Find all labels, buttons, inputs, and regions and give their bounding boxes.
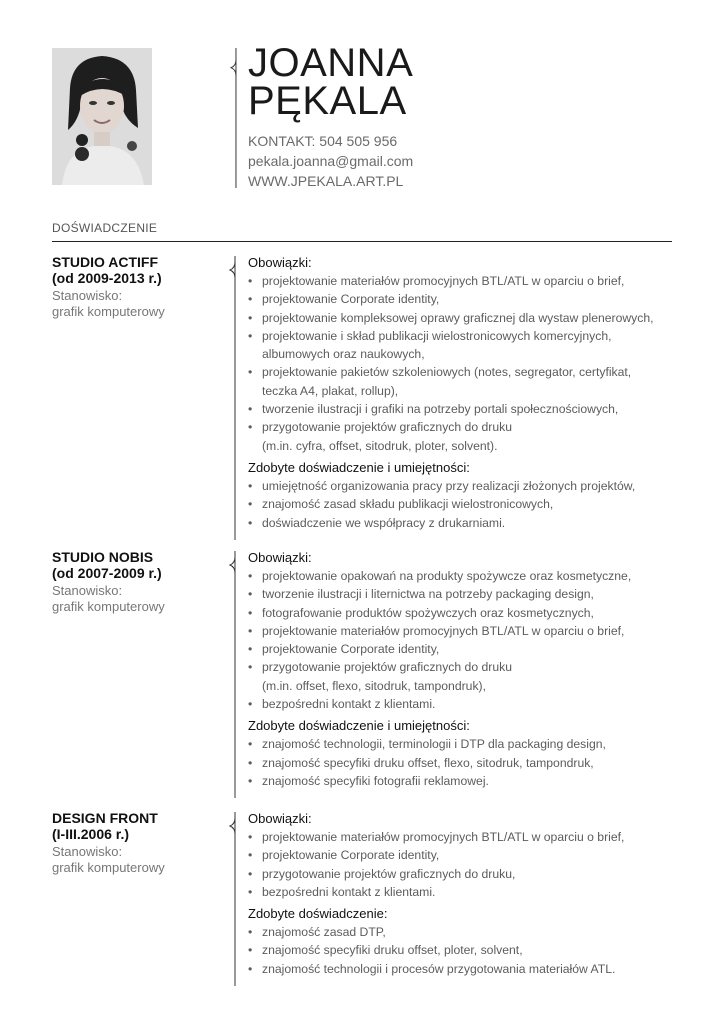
list-item xyxy=(248,622,678,640)
skill-text: umiejętność organizowania pracy przy realizacji złożonych projektów, xyxy=(262,478,636,493)
job-details xyxy=(248,549,678,794)
profile-photo xyxy=(52,48,152,185)
duty-text: projektowanie opakowań na produkty spożywcze oraz kosmetyczne, xyxy=(262,569,632,583)
duty-text: przygotowanie projektów graficznych do druku (m.in. offset, flexo, sitodruk, tampondruk), xyxy=(262,660,512,693)
duties-heading: Obowiązki: xyxy=(248,811,312,826)
position-title: grafik komputerowy xyxy=(52,860,165,875)
header-bracket xyxy=(228,48,240,188)
duties-heading: Obowiązki: xyxy=(248,255,312,270)
duty-text: projektowanie Corporate identity, xyxy=(262,848,440,863)
skills-heading: Zdobyte doświadczenie: xyxy=(248,906,388,922)
duties-list xyxy=(248,272,678,455)
list-item xyxy=(248,735,678,753)
skill-text: znajomość technologii, terminologii i DTP dla packaging design, xyxy=(262,737,606,752)
name-last: PĘKALA xyxy=(248,79,407,123)
section-title-experience: DOŚWIADCZENIE xyxy=(52,221,158,235)
duty-text: projektowanie materiałów promocyjnych BTL/ATL w oparciu o brief, xyxy=(262,274,625,288)
list-item xyxy=(248,585,678,603)
skill-text: doświadczenie we współpracy z drukarniami. xyxy=(262,515,506,530)
list-item xyxy=(248,604,678,622)
skill-text: znajomość zasad DTP, xyxy=(262,925,386,940)
employment-period: (I-III.2006 r.) xyxy=(52,826,130,842)
contact-phone: KONTAKT: 504 505 956 xyxy=(248,133,398,149)
duty-text: przygotowanie projektów graficznych do druku, xyxy=(262,866,516,881)
skills-list xyxy=(248,477,678,532)
list-item xyxy=(248,772,678,790)
list-item xyxy=(248,883,678,901)
skills-heading: Zdobyte doświadczenie i umiejętności: xyxy=(248,459,470,475)
candidate-name xyxy=(248,41,414,123)
duty-text: bezpośredni kontakt z klientami. xyxy=(262,884,436,899)
list-item xyxy=(248,923,678,941)
duty-text: projektowanie pakietów szkoleniowych (notes, segregator, certyfikat, teczka A4, plakat, rollup), xyxy=(262,365,632,398)
skill-text: znajomość technologii i procesów przygotowania materiałów ATL. xyxy=(262,961,616,976)
section-bracket xyxy=(226,254,240,542)
list-item xyxy=(248,272,678,290)
position-label: Stanowisko: xyxy=(52,288,123,303)
list-item xyxy=(248,400,678,418)
position-title: grafik komputerowy xyxy=(52,599,165,614)
list-item xyxy=(248,846,678,864)
skills-list xyxy=(248,923,678,978)
list-item xyxy=(248,754,678,772)
employment-period: (od 2007-2009 r.) xyxy=(52,565,162,581)
list-item xyxy=(248,418,678,455)
list-item xyxy=(248,477,678,495)
name-first: JOANNA xyxy=(248,41,414,85)
duty-text: projektowanie Corporate identity, xyxy=(262,642,440,657)
contact-email[interactable]: pekala.joanna@gmail.com xyxy=(248,153,414,169)
portrait-illustration xyxy=(52,48,152,185)
skill-text: znajomość specyfiki druku offset, ploter, solvent, xyxy=(262,943,523,958)
position-label: Stanowisko: xyxy=(52,844,123,859)
duty-text: projektowanie kompleksowej oprawy graficznej dla wystaw plenerowych, xyxy=(262,310,654,325)
job-details xyxy=(248,810,678,982)
duty-text: fotografowanie produktów spożywczych oraz kosmetycznych, xyxy=(262,605,594,620)
company-name: STUDIO ACTIFF xyxy=(52,254,159,270)
list-item xyxy=(248,960,678,978)
list-item xyxy=(248,865,678,883)
duties-list xyxy=(248,567,678,713)
list-item xyxy=(248,327,678,364)
position-label: Stanowisko: xyxy=(52,583,123,598)
list-item xyxy=(248,640,678,658)
duty-text: tworzenie ilustracji i grafiki na potrzeby portali społecznościowych, xyxy=(262,402,619,417)
list-item xyxy=(248,363,678,400)
section-bracket xyxy=(226,810,240,988)
duty-text: projektowanie materiałów promocyjnych BTL/ATL w oparciu o brief, xyxy=(262,623,625,638)
list-item xyxy=(248,828,678,846)
duties-heading: Obowiązki: xyxy=(248,550,312,565)
skills-heading: Zdobyte doświadczenie i umiejętności: xyxy=(248,718,470,734)
list-item xyxy=(248,658,678,695)
duty-text: przygotowanie projektów graficznych do druku (m.in. cyfra, offset, sitodruk, ploter, solvent). xyxy=(262,420,512,453)
job-details xyxy=(248,254,678,536)
duty-text: bezpośredni kontakt z klientami. xyxy=(262,697,436,712)
duty-text: projektowanie Corporate identity, xyxy=(262,292,440,307)
skills-list xyxy=(248,735,678,790)
duty-text: projektowanie materiałów promocyjnych BTL/ATL w oparciu o brief, xyxy=(262,830,625,844)
job-summary xyxy=(52,549,222,615)
company-name: DESIGN FRONT xyxy=(52,810,158,826)
contact-website[interactable]: WWW.JPEKALA.ART.PL xyxy=(248,173,404,189)
section-bracket xyxy=(226,549,240,800)
skill-text: znajomość specyfiki druku offset, flexo, sitodruk, tampondruk, xyxy=(262,755,594,770)
employment-period: (od 2009-2013 r.) xyxy=(52,270,162,286)
skill-text: znajomość zasad składu publikacji wielostronicowych, xyxy=(262,497,554,512)
list-item xyxy=(248,514,678,532)
skill-text: znajomość specyfiki fotografii reklamowej. xyxy=(262,773,489,788)
position-title: grafik komputerowy xyxy=(52,304,165,319)
list-item xyxy=(248,309,678,327)
list-item xyxy=(248,941,678,959)
duties-list xyxy=(248,828,678,901)
contact-info xyxy=(248,131,413,191)
list-item xyxy=(248,290,678,308)
duty-text: tworzenie ilustracji i liternictwa na potrzeby packaging design, xyxy=(262,587,594,602)
list-item xyxy=(248,695,678,713)
company-name: STUDIO NOBIS xyxy=(52,549,154,565)
job-summary xyxy=(52,810,222,876)
list-item xyxy=(248,495,678,513)
list-item xyxy=(248,567,678,585)
job-summary xyxy=(52,254,222,320)
duty-text: projektowanie i skład publikacji wielostronicowych komercyjnych, albumowych oraz naukowych, xyxy=(262,328,612,362)
section-divider xyxy=(52,241,672,242)
